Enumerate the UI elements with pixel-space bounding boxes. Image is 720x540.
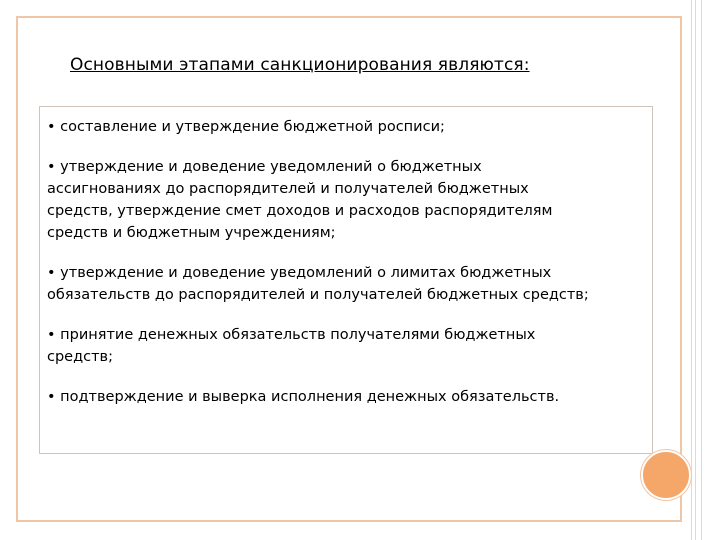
frame-line-outer (701, 0, 702, 540)
bullet-line: • утверждение и доведение уведомлений о бюджетных (47, 159, 482, 175)
bullet-line: обязательств до распорядителей и получателей бюджетных средств; (47, 287, 589, 303)
bullet-line: • принятие денежных обязательств получателями бюджетных (47, 327, 536, 343)
bullet-line: ассигнованиях до распорядителей и получателей бюджетных (47, 181, 529, 197)
bullet-item (47, 156, 652, 244)
bullet-line: средств, утверждение смет доходов и расходов распорядителям (47, 203, 553, 219)
bullet-item (47, 262, 652, 306)
frame-line-outer (695, 0, 696, 540)
bullet-item (47, 116, 652, 138)
bullet-line: • составление и утверждение бюджетной росписи; (47, 119, 445, 135)
bullet-item (47, 324, 652, 368)
slide-title: Основными этапами санкционирования являются: (70, 55, 530, 75)
bullet-line: • утверждение и доведение уведомлений о лимитах бюджетных (47, 265, 552, 281)
bullet-item (47, 386, 652, 408)
content-box (39, 106, 653, 454)
decorative-circle (641, 450, 691, 500)
bullet-line: • подтверждение и выверка исполнения денежных обязательств. (47, 389, 560, 405)
bullet-line: средств; (47, 349, 113, 365)
bullet-line: средств и бюджетным учреждениям; (47, 225, 336, 241)
frame-line-outer (691, 0, 692, 540)
